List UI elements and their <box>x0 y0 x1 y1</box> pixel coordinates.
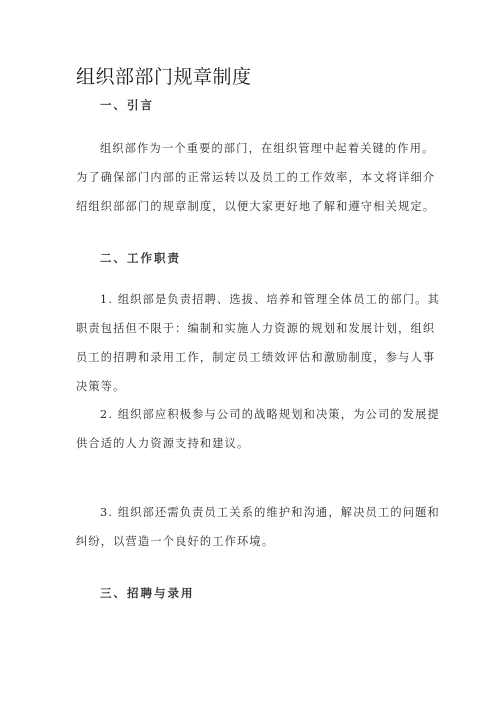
paragraph-introduction <box>76 134 436 221</box>
paragraph-line: 3. 组织部还需负责员工关系的维护和沟通，解决员工的问题和 <box>100 506 440 519</box>
paragraph-responsibility-2 <box>76 400 440 458</box>
paragraph-responsibility-3 <box>76 498 440 556</box>
paragraph-line: 1. 组织部是负责招聘、选拔、培养和管理全体员工的部门。其 <box>100 293 440 306</box>
paragraph-line: 组织部作为一个重要的部门，在组织管理中起着关键的作用。 <box>100 142 435 155</box>
paragraph-line: 决策等。 <box>76 380 126 393</box>
paragraph-line: 职责包括但不限于：编制和实施人力资源的规划和发展计划，组织 <box>76 322 436 335</box>
paragraph-line: 2. 组织部应积极参与公司的战略规划和决策，为公司的发展提 <box>100 408 440 421</box>
section-heading-recruitment: 三、招聘与录用 <box>100 586 195 600</box>
paragraph-line: 绍组织部部门的规章制度，以便大家更好地了解和遵守相关规定。 <box>76 200 436 213</box>
paragraph-line: 为了确保部门内部的正常运转以及员工的工作效率，本文将详细介 <box>76 171 436 184</box>
paragraph-line: 供合适的人力资源支持和建议。 <box>76 437 250 450</box>
paragraph-responsibility-1 <box>76 285 440 401</box>
document-title: 组织部部门规章制度 <box>76 66 252 88</box>
section-heading-responsibilities: 二、工作职责 <box>100 251 181 265</box>
paragraph-line: 纠纷，以营造一个良好的工作环境。 <box>76 535 275 548</box>
paragraph-line: 员工的招聘和录用工作，制定员工绩效评估和激励制度，参与人事 <box>76 351 436 364</box>
section-heading-introduction: 一、引言 <box>100 98 154 112</box>
